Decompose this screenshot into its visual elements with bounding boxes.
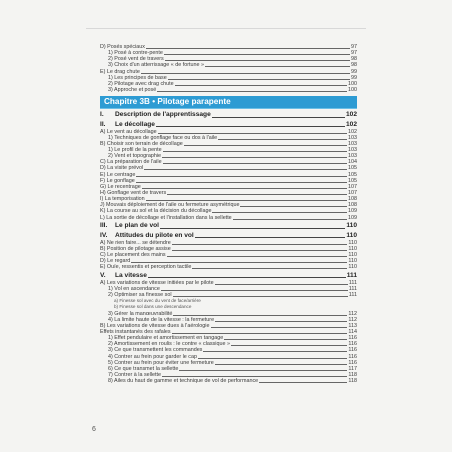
toc-entry-page: 111 [348, 292, 357, 299]
dot-leader [172, 244, 348, 245]
dot-leader [198, 358, 347, 359]
dot-leader [167, 256, 348, 257]
dot-leader [173, 315, 347, 316]
toc-entry-label: 3) Choix d'un atterrissage « de fortune » [108, 62, 205, 69]
dot-leader [144, 169, 347, 170]
toc-entry-page: 99 [351, 68, 357, 75]
toc-entry-label: 1) Effet pendulaire et amortissement en tangage [108, 335, 224, 342]
toc-entry-label: J) Mouvais déploiement de l'aile ou fermeture asymétrique [100, 202, 240, 209]
dot-leader [158, 133, 347, 134]
toc-entry-page: 118 [348, 378, 357, 385]
toc-entry [100, 215, 357, 221]
section-number: IV. [100, 231, 108, 239]
chapter-sections [100, 111, 357, 384]
toc-section [100, 232, 357, 240]
toc-entry-page: 103 [348, 153, 357, 160]
section-number: I. [100, 111, 104, 119]
toc-entry-page: 98 [351, 62, 357, 69]
section-heading [100, 232, 194, 240]
toc-entry-page: 114 [348, 329, 357, 336]
toc-entry-page: 107 [348, 183, 357, 190]
toc-entry-label: 1) Le profil de la pente [108, 147, 162, 154]
toc-entry-page: 116 [348, 335, 357, 342]
toc-entry-label: 2) Posé vent de travers [108, 56, 164, 63]
dot-leader [163, 163, 347, 164]
toc-entry-page: 107 [348, 190, 357, 197]
toc-entry-label: F) Le gonflage [100, 177, 135, 184]
toc-entry-page: 99 [351, 74, 357, 81]
toc-entry-label: C) La préparation de l'aile [100, 159, 162, 166]
toc-section [100, 272, 357, 280]
toc-entry-label: 5) Contrer au frein pour éviter une fermeture [108, 359, 214, 366]
dot-leader [157, 91, 347, 92]
dot-leader [161, 290, 348, 291]
toc-entry-label: K) La course au sol et la décision du décollage [100, 208, 212, 215]
toc-entry-label: 4) Contrer au frein pour garder le cap [108, 353, 197, 360]
toc-entry-label: A) Ne rien faire... se détendre [100, 239, 171, 246]
toc-entry-label: 3) Approche et posé [108, 86, 157, 93]
toc-entry-page: 100 [348, 86, 357, 93]
dot-leader [146, 48, 350, 49]
dot-leader [203, 351, 347, 352]
dot-leader [233, 219, 347, 220]
dot-leader [212, 212, 347, 213]
toc-entry-label: A) Le vent au décollage [100, 128, 157, 135]
toc-entry-page: 116 [348, 341, 357, 348]
section-heading [100, 222, 159, 230]
toc-entry-page: 108 [348, 202, 357, 209]
dot-leader [160, 228, 345, 229]
toc-entry-page: 110 [348, 239, 357, 246]
toc-entry-label: 3) Gérer la manœuvrabilité [108, 310, 173, 317]
section-number: II. [100, 120, 106, 128]
dot-leader [165, 60, 350, 61]
dot-leader [215, 284, 348, 285]
section-number: III. [100, 222, 108, 230]
toc-entry-label: E) Ouïe, ressentis et perception tactile [100, 264, 192, 271]
toc-entry-page: 116 [348, 353, 357, 360]
dot-leader [167, 194, 347, 195]
toc-entry-page: 103 [348, 134, 357, 141]
toc-entry-label: 7) Contrer à la sellette [108, 372, 162, 379]
dot-leader [164, 54, 350, 55]
section-page: 110 [346, 222, 357, 230]
dot-leader [162, 376, 347, 377]
toc-entry-label: 6) Ce que transmet la sellette [108, 365, 179, 372]
toc-entry-page: 110 [348, 252, 357, 258]
toc-entry-label: 2) Optimiser sa finesse sol [108, 292, 172, 299]
toc-entry-page: 109 [348, 214, 357, 221]
toc-entry-label: 2) Vent et topographie [108, 153, 162, 160]
toc-entry-page: 105 [348, 177, 357, 184]
toc-entry-page: 103 [348, 147, 357, 154]
toc-entry-label: 1) Les principes de base [108, 74, 167, 81]
toc-entry-page: 112 [348, 316, 357, 323]
toc-entry-page: 110 [348, 264, 357, 271]
toc-entry-page: 118 [348, 372, 357, 379]
chapter-heading: Chapitre 3B • Pilotage parapente [100, 96, 357, 109]
dot-leader [142, 188, 347, 189]
toc-entry-label: E) Le drag chute [100, 68, 140, 75]
toc-entry-page: 117 [348, 365, 357, 372]
dot-leader [136, 176, 347, 177]
dot-leader [195, 237, 346, 238]
section-title: Le plan de vol [115, 222, 159, 230]
toc-entry-page: 100 [348, 80, 357, 87]
dot-leader [173, 296, 348, 297]
toc-entry-page: 110 [348, 245, 357, 252]
section-title: Description de l'apprentissage [115, 111, 211, 119]
section-page: 102 [345, 111, 357, 119]
toc-entry-label: B) Choisir son terrain de décollage [100, 140, 183, 147]
dot-leader [172, 250, 348, 251]
toc-entry-label: 3) Ce que transmettent les commandes [108, 347, 203, 354]
toc-entry-label: I) La temporisation [100, 196, 145, 203]
dot-leader [141, 73, 350, 74]
section-title: La vitesse [115, 271, 147, 279]
dot-leader [175, 85, 347, 86]
toc-entry-label: E) Le centrage [100, 171, 136, 178]
toc-section [100, 111, 357, 119]
toc-entry-page: 108 [348, 196, 357, 203]
toc-entry-label: 8) Ailes du haut de gamme et technique de vol de performance [108, 378, 259, 385]
dot-leader [224, 339, 347, 340]
toc-entry-label: B) Position de pilotage assise [100, 245, 171, 252]
dot-leader [146, 200, 347, 201]
toc-entry-label: D) Posés spéciaux [100, 43, 145, 50]
toc-entry-page: 103 [348, 140, 357, 147]
dot-leader [205, 66, 350, 67]
toc-entry-label: D) Le regard [100, 258, 131, 265]
section-heading [100, 111, 211, 119]
toc-entry-label: 1) Posé à contre-pente [108, 50, 163, 57]
toc-entry-page: 102 [348, 128, 357, 135]
dot-leader [179, 370, 347, 371]
section-page: 102 [345, 120, 357, 128]
dot-leader [184, 145, 347, 146]
toc-entry-page: 113 [348, 322, 357, 329]
dot-leader [163, 151, 347, 152]
toc-section [100, 222, 357, 230]
dot-leader [240, 206, 347, 207]
dot-leader [172, 333, 348, 334]
toc-entry-label: 4) La limite haute de la vitesse : la fermeture [108, 316, 215, 323]
section-heading [100, 272, 147, 280]
dot-leader [215, 364, 348, 365]
toc-entry-page: 116 [348, 359, 357, 366]
toc-entry-page: 104 [348, 159, 357, 166]
toc-entry-label: a) Finesse sol avec du vent de face/arrière [114, 298, 201, 304]
toc-entry-label: G) Le recentrage [100, 183, 141, 190]
toc-entry-page: 105 [348, 171, 357, 178]
toc-entry [100, 264, 357, 270]
section-heading [100, 121, 155, 129]
toc-entry-page: 116 [348, 347, 357, 354]
toc-entry-page: 98 [351, 56, 357, 63]
toc-entry-label: L) La sortie de décollage et l'installation dans la sellette [100, 214, 232, 221]
dot-leader [148, 277, 346, 278]
section-page: 110 [346, 231, 357, 239]
toc-entry-page: 112 [348, 310, 357, 317]
toc-entry-label: A) Les variations de vitesse initiées par le pilote [100, 279, 214, 286]
dot-leader [168, 79, 350, 80]
dot-leader [215, 321, 347, 322]
dot-leader [131, 262, 347, 263]
toc-entry [100, 87, 357, 93]
dot-leader [136, 182, 347, 183]
toc-entry-label: C) Le placement des mains [100, 252, 166, 258]
toc-entry-page: 109 [348, 208, 357, 215]
section-number: V. [100, 271, 106, 279]
section-page: 111 [346, 271, 357, 279]
toc-entry-label: b) Finesse sol dans une descendance [114, 304, 192, 310]
toc-entry-page: 111 [348, 286, 357, 293]
toc-entry-label: B) Les variations de vitesse dues à l'aérologie [100, 322, 210, 329]
dot-leader [259, 382, 347, 383]
toc-entry-label: H) Gonflage vent de travers [100, 190, 167, 197]
dot-leader [192, 268, 347, 269]
toc-entry-page: 110 [348, 258, 357, 265]
dot-leader [162, 157, 347, 158]
toc-entry-page: 105 [348, 165, 357, 172]
dot-leader [218, 139, 347, 140]
dot-leader [212, 117, 345, 118]
page-number: 6 [92, 426, 96, 433]
toc-entry [100, 378, 357, 384]
toc-entry-label: 1) Vol en ascendance [108, 286, 160, 293]
table-of-contents [100, 44, 357, 384]
toc-entry-label: 2) Pilotage avec drag chute [108, 80, 174, 87]
toc-entry-page: 97 [351, 50, 357, 57]
toc-entry-label: 2) Amortissement en roulis : le contre « classique » [108, 341, 230, 348]
dot-leader [211, 327, 348, 328]
toc-section [100, 121, 357, 129]
dot-leader [231, 345, 347, 346]
toc-entry-label: Effets instantanés des rafales [100, 329, 171, 336]
section-title: Le décollage [115, 120, 155, 128]
dot-leader [156, 126, 345, 127]
toc-entry-page: 111 [348, 279, 357, 286]
toc-entry-label: D) La visite prévol [100, 165, 144, 172]
pre-chapter-entries [100, 44, 357, 93]
toc-entry-label: 1) Techniques de gonflage face ou dos à l'aile [108, 134, 218, 141]
top-rule [86, 28, 366, 29]
toc-entry-page: 97 [351, 43, 357, 50]
section-title: Attitudes du pilote en vol [115, 231, 194, 239]
